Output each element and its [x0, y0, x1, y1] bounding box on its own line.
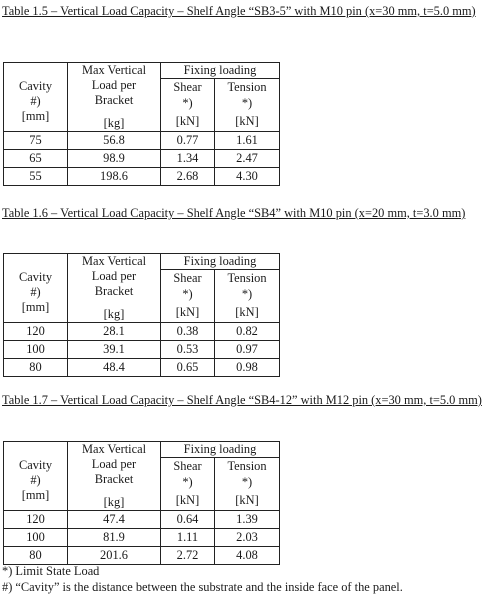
- footnote-cavity-definition: #) “Cavity” is the distance between the substrate and the inside face of the panel.: [2, 580, 403, 594]
- max-load-cell: 47.4: [68, 511, 161, 529]
- shear-cell: 0.38: [161, 323, 215, 341]
- tension-cell: 2.03: [215, 529, 280, 547]
- shear-cell: 2.68: [161, 168, 215, 186]
- tension-cell: 0.98: [215, 359, 280, 377]
- cavity-cell: 55: [4, 168, 68, 186]
- table-row: [4, 323, 280, 341]
- tension-cell: 0.82: [215, 323, 280, 341]
- table-1-6: [3, 253, 280, 377]
- fixing-loading-header: Fixing loading: [161, 63, 280, 79]
- footnote-limit-state: *) Limit State Load: [2, 564, 100, 578]
- cavity-cell: 100: [4, 529, 68, 547]
- cavity-cell: 120: [4, 511, 68, 529]
- shear-cell: 0.77: [161, 132, 215, 150]
- cavity-cell: 100: [4, 341, 68, 359]
- shear-cell: 1.34: [161, 150, 215, 168]
- cavity-cell: 75: [4, 132, 68, 150]
- max-load-cell: 201.6: [68, 547, 161, 565]
- shear-cell: 0.65: [161, 359, 215, 377]
- tension-header: Tension *) [kN]: [215, 79, 280, 132]
- table-1-6-caption: Table 1.6 – Vertical Load Capacity – Shelf Angle “SB4” with M10 pin (x=20 mm, t=3.0 mm): [2, 206, 466, 220]
- table-row: [4, 150, 280, 168]
- table-row: [4, 529, 280, 547]
- max-load-header: Max Vertical Load per Bracket [kg]: [68, 254, 161, 323]
- cavity-cell: 80: [4, 359, 68, 377]
- shear-header: Shear *) [kN]: [161, 270, 215, 323]
- table-1-7: [3, 441, 280, 565]
- shear-cell: 1.11: [161, 529, 215, 547]
- max-load-cell: 56.8: [68, 132, 161, 150]
- cavity-header: Cavity #) [mm]: [4, 254, 68, 323]
- shear-header: Shear *) [kN]: [161, 458, 215, 511]
- tension-cell: 1.61: [215, 132, 280, 150]
- table-row: [4, 132, 280, 150]
- fixing-loading-header: Fixing loading: [161, 254, 280, 270]
- fixing-loading-header: Fixing loading: [161, 442, 280, 458]
- tension-cell: 4.30: [215, 168, 280, 186]
- table-row: [4, 547, 280, 565]
- shear-cell: 2.72: [161, 547, 215, 565]
- max-load-cell: 81.9: [68, 529, 161, 547]
- max-load-cell: 28.1: [68, 323, 161, 341]
- max-load-header: Max Vertical Load per Bracket [kg]: [68, 63, 161, 132]
- tension-cell: 1.39: [215, 511, 280, 529]
- shear-header: Shear *) [kN]: [161, 79, 215, 132]
- table-1-5-caption: Table 1.5 – Vertical Load Capacity – Shelf Angle “SB3-5” with M10 pin (x=30 mm, t=5.0 mm): [2, 4, 476, 18]
- cavity-cell: 120: [4, 323, 68, 341]
- cavity-header: Cavity #) [mm]: [4, 442, 68, 511]
- max-load-header: Max Vertical Load per Bracket [kg]: [68, 442, 161, 511]
- cavity-cell: 65: [4, 150, 68, 168]
- table-row: [4, 511, 280, 529]
- tension-cell: 0.97: [215, 341, 280, 359]
- tension-cell: 2.47: [215, 150, 280, 168]
- cavity-header: Cavity #) [mm]: [4, 63, 68, 132]
- cavity-cell: 80: [4, 547, 68, 565]
- table-1-7-caption: Table 1.7 – Vertical Load Capacity – Shelf Angle “SB4-12” with M12 pin (x=30 mm, t=5.0 mm): [2, 393, 482, 407]
- max-load-cell: 198.6: [68, 168, 161, 186]
- table-1-5: [3, 62, 280, 186]
- shear-cell: 0.53: [161, 341, 215, 359]
- table-row: [4, 359, 280, 377]
- tension-cell: 4.08: [215, 547, 280, 565]
- table-row: [4, 341, 280, 359]
- max-load-cell: 48.4: [68, 359, 161, 377]
- tension-header: Tension *) [kN]: [215, 270, 280, 323]
- table-row: [4, 168, 280, 186]
- tension-header: Tension *) [kN]: [215, 458, 280, 511]
- max-load-cell: 39.1: [68, 341, 161, 359]
- max-load-cell: 98.9: [68, 150, 161, 168]
- shear-cell: 0.64: [161, 511, 215, 529]
